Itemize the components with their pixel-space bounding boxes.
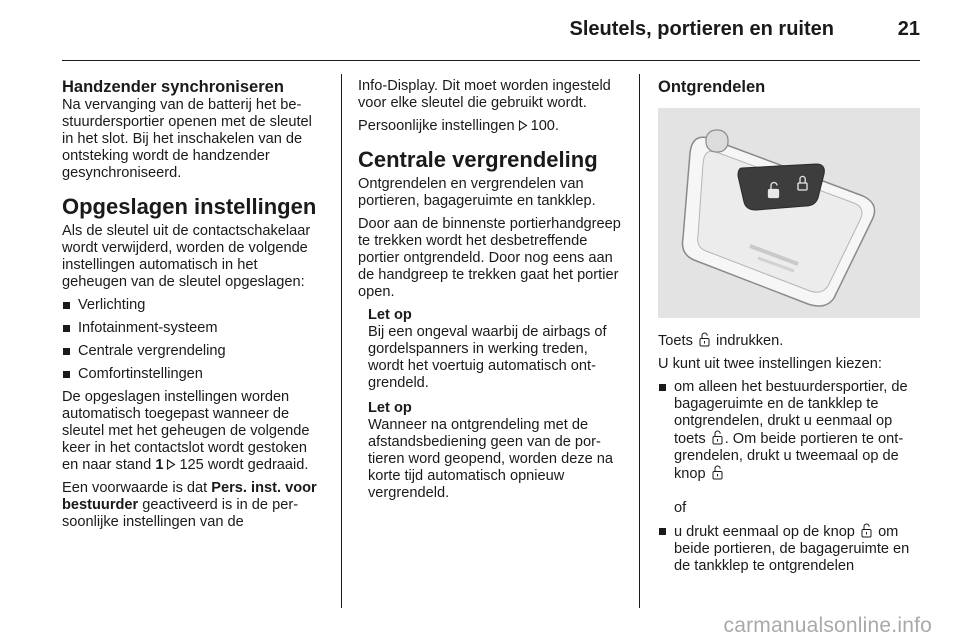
- list-item: u drukt eenmaal op de knop om beide portieren, de bagageruimte en de tankklep te ontgrendelen: [658, 523, 922, 575]
- note-body: Wanneer na ontgrendeling met de afstandsbediening geen van de portieren word geopend, worden deze na korte tijd automatisch opnieuw vergrendeld.: [368, 417, 614, 501]
- page-reference-icon: [518, 120, 528, 131]
- paragraph-info-display: Info-Display. Dit moet worden ingesteld voor elke sleutel die gebruikt wordt.: [358, 78, 611, 111]
- list-item: Verlichting: [62, 297, 326, 314]
- page-reference-icon: [166, 459, 176, 470]
- unlock-icon: [861, 523, 872, 538]
- column-3: [658, 78, 922, 97]
- note-body: Bij een ongeval waarbij de airbags of gordelspanners in werking treden, wordt het voertuig automatisch ontgrendeld.: [368, 324, 607, 391]
- paragraph-personal-settings: Persoonlijke instellingen 100.: [358, 118, 559, 134]
- column-1: [62, 78, 326, 537]
- setting-name: Pers. inst. voor bestuurder: [62, 480, 317, 513]
- note-heading: Let op: [368, 307, 412, 323]
- note-box-2: [368, 400, 624, 502]
- page-reference-link[interactable]: 125: [179, 457, 204, 473]
- paragraph-central-1: Ontgrendelen en vergrendelen van portieren, bagageruimte en tankklep.: [358, 176, 596, 209]
- list-item: Comfortinstellingen: [62, 366, 326, 383]
- paragraph-apply: De opgeslagen instellingen worden automatisch toegepast wanneer de sleutel met het geheugen de volgende keer in het contactslot wordt gestoken en naar stand 1 125 wordt gedraaid.: [62, 389, 310, 473]
- page-reference-link[interactable]: 100.: [530, 118, 559, 134]
- paragraph-saved: Als de sleutel uit de contactschakelaar wordt verwijderd, worden de volgende instellingen automatisch in het geheugen van de sleutel opgeslagen:: [62, 223, 311, 290]
- heading-central-locking: Centrale vergrendeling: [358, 147, 598, 172]
- watermark: carmanualsonline.info: [723, 614, 932, 637]
- note-box-1: [368, 307, 624, 392]
- list-item: om alleen het bestuurdersportier, de bagageruimte en de tankklep te ontgrendelen, drukt u eenmaal op toets . Om beide portieren te ontgrendelen, drukt u tweemaal op de knop of: [658, 379, 922, 517]
- paragraph-condition: Een voorwaarde is dat Pers. inst. voor bestuurder geactiveerd is in de persoonlijke instellingen van de: [62, 480, 317, 530]
- paragraph-press-key: Toets indrukken.: [658, 333, 784, 349]
- paragraph-choose: U kunt uit twee instellingen kiezen:: [658, 356, 882, 372]
- heading-handzender-sync: Handzender synchroniseren: [62, 78, 284, 96]
- unlock-icon: [712, 430, 723, 445]
- key-fob-illustration: [658, 108, 920, 318]
- note-heading: Let op: [368, 400, 412, 416]
- paragraph-central-2: Door aan de binnenste portierhandgreep te trekken wordt het desbetreffende portier ontgrendeld. Door nog eens aan de handgreep te trekken gaat het portier open.: [358, 216, 621, 300]
- list-item: Infotainment-systeem: [62, 320, 326, 337]
- column-2: [358, 78, 624, 510]
- page-header: [62, 14, 920, 61]
- list-item: Centrale vergrendeling: [62, 343, 326, 360]
- page-title: Sleutels, portieren en ruiten: [569, 18, 834, 40]
- ignition-position: 1: [155, 457, 164, 473]
- unlock-icon: [712, 465, 723, 480]
- column-divider-1: [341, 74, 342, 608]
- paragraph-sync: Na vervanging van de batterij het bestuurdersportier openen met de sleutel in het slot. Bij het inschakelen van de ontsteking wordt de handzender gesynchroniseerd.: [62, 97, 312, 181]
- unlock-icon: [699, 332, 710, 347]
- heading-unlock: Ontgrendelen: [658, 78, 766, 96]
- heading-saved-settings: Opgeslagen instellingen: [62, 194, 317, 219]
- saved-settings-list: [62, 297, 326, 383]
- page-number: 21: [897, 18, 920, 40]
- or-text: of: [674, 500, 687, 516]
- column-3-text: [658, 332, 922, 581]
- unlock-options-list: [658, 379, 922, 575]
- column-divider-2: [639, 74, 640, 608]
